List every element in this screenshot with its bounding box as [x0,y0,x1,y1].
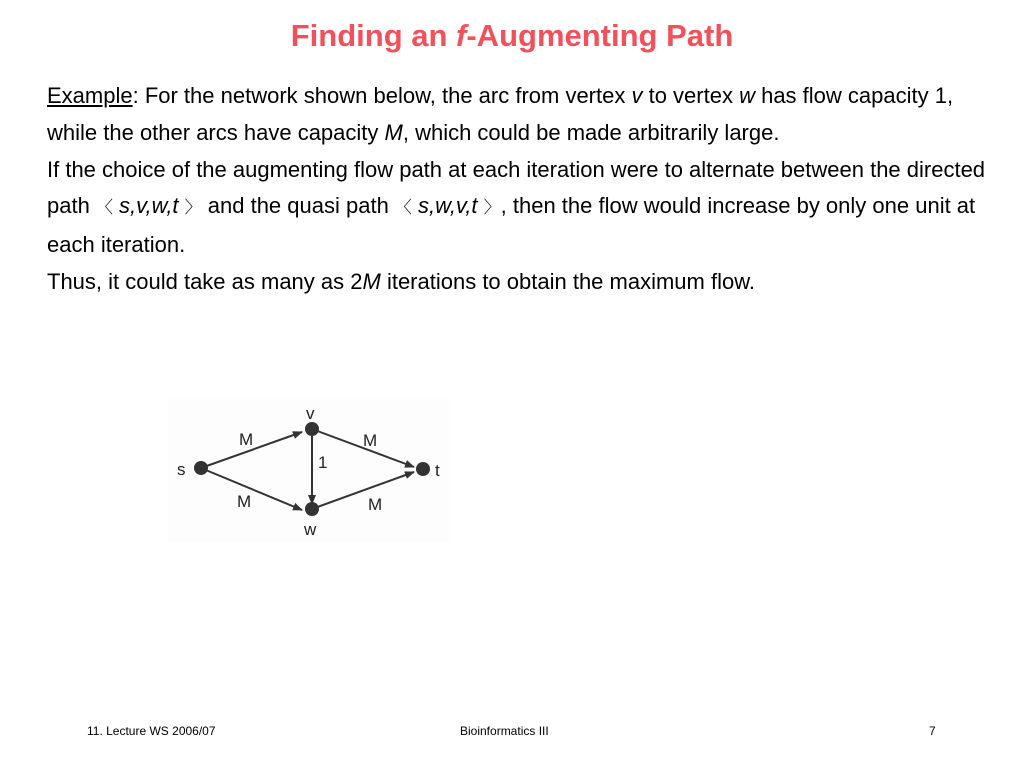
p1-text-2: to vertex [642,83,740,108]
p2-text-3: , then the flow would increase by only one unit at each iteration. [47,193,976,258]
p2-text-1: If the choice of the augmenting flow path at each iteration were to alternate between the directed path [47,156,986,219]
title-suffix: -Augmenting Path [466,18,734,53]
p2-text-2: and the quasi path [201,193,395,219]
node-v [305,422,319,436]
p3-text-2: iterations to obtain the maximum flow. [380,268,755,294]
edge-w-t [312,472,414,509]
label-w: w [304,520,317,539]
title-prefix: Finding an [290,18,457,53]
p1-var-v: v [631,83,643,108]
p1-var-M: M [384,119,403,145]
p2-langle-1: 〈 [95,198,113,219]
p1-text-4: , which could be made arbitrarily large. [402,119,780,145]
paragraph-conclusion [47,264,987,301]
p2-path-2: s,w,v,t [411,193,484,219]
edge-s-w [201,468,302,510]
edge-label-wt: M [368,495,383,514]
footer-lecture: 11. Lecture WS 2006/07 [87,724,216,738]
node-s [194,461,208,475]
p1-text-1: : For the network shown below, the arc from vertex [132,83,632,108]
slide-title [0,18,1024,54]
p1-text-3: has flow capacity 1, while the other arcs have capacity [47,83,954,145]
paragraph-alternate [47,152,987,264]
p2-langle-2: 〈 [394,198,412,219]
p1-var-w: w [739,83,755,108]
p2-rangle-2: 〉 [483,198,501,219]
edge-label-vw: 1 [318,453,328,472]
edge-label-sv: M [239,430,254,449]
paragraph-example [47,78,987,152]
network-svg [168,398,450,542]
p2-path-1: s,v,w,t [112,193,185,219]
label-v: v [306,404,315,423]
network-diagram [168,398,450,542]
p2-rangle-1: 〉 [184,198,202,219]
node-t [416,462,430,476]
footer-page-number: 7 [929,724,936,738]
footer-course: Bioinformatics III [460,724,549,738]
node-w [305,502,319,516]
p3-text-1: Thus, it could take as many as 2 [47,268,363,294]
example-label: Example [47,83,133,108]
slide-body [47,78,987,301]
label-s: s [177,460,186,479]
title-italic-f: f [456,18,467,53]
label-t: t [435,461,440,480]
edge-label-vt: M [363,431,378,450]
p3-var-M: M [362,268,381,294]
edge-label-sw: M [237,492,252,511]
